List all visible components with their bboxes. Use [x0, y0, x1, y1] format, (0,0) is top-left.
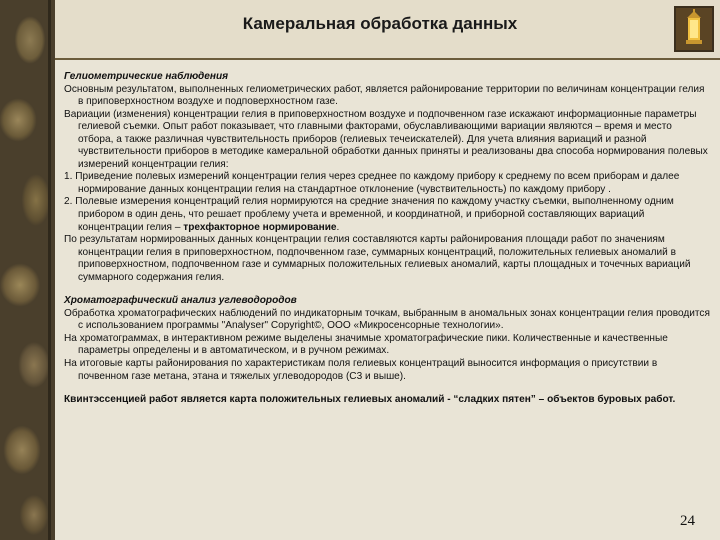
method-2-bold-term: трехфакторное нормирование	[183, 221, 337, 233]
lantern-logo-icon	[674, 6, 714, 52]
paragraph-chromatograms: На хроматограммах, в интерактивном режиме выделены значимые хроматографические пики. Количественные и качественные параметры определены и в автоматическом, и в ручном режимах.	[64, 332, 668, 357]
decorative-leaf-border	[0, 0, 55, 540]
page-title: Камеральная обработка данных	[242, 14, 518, 33]
section-heading-helium: Гелиометрические наблюдения	[64, 71, 229, 82]
paragraph-method-1: 1. Приведение полевых измерений концентрации гелия через среднее по каждому прибору к среднему по всем приборам и далее нормирование данных концентрации гелия на стандартное отклонение (чувствительность) по каждому прибору .	[64, 171, 680, 195]
paragraph-main-result: Основным результатом, выполненных гелиометрических работ, является районирование территории по величинам концентрации гелия в приповерхностном воздухе и подповерхностном газе.	[64, 83, 705, 108]
method-2-end: .	[336, 221, 340, 233]
paragraph-method-2	[64, 196, 710, 234]
border-divider-line	[48, 0, 51, 540]
paragraph-conclusion: Квинтэссенцией работ является карта положительных гелиевых аномалий - “сладких пятен” – объектов буровых работ.	[64, 394, 676, 406]
section-spacer	[64, 284, 710, 295]
paragraph-chromatography-processing: Обработка хроматографических наблюдений по индикаторным точкам, выбранным в аномальных зонах концентрации гелия проводится с использованием программы "Analyser" Copyright©, ООО «Микросенсорные технологии».	[64, 307, 710, 332]
paragraph-final-maps: На итоговые карты районирования по характеристикам поля гелиевых концентраций выносится информация о присутствии в почвенном газе метана, этана и тяжелых углеводородов (С3 и выше).	[64, 358, 658, 382]
method-2-text: 2. Полевые измерения концентраций гелия нормируются на средние значения по каждому участку съемки, выполненному одним прибором в один день, что решает проблему учета и временной, и координатной, и приборной составляющих вариаций концентрации гелия –	[64, 196, 674, 233]
paragraph-variations: Вариации (изменения) концентрации гелия в приповерхностном воздухе и подпочвенном газе искажают информационные параметры гелиевой съемки. Опыт работ показывает, что главными факторами, обуславливающими вариации являются – время и место отбора, а также различная чувствительность приборов (гелиевых течеискателей). Для учета влияния вариаций и разной чувствительности приборов в методике камеральной обработки данных приняты и реализованы два способа нормирования полевых измерений концентрации гелия:	[64, 108, 708, 170]
paragraph-summary: По результатам нормированных данных концентрации гелия составляются карты районирования площади работ по значениям концентрации гелия в приповерхностном, подпочвенном газе, суммарных концентраций, положительных гелиевых аномалий в приповерхностном, подпочвенном газе и суммарных положительных гелиевых аномалий, карты площадных и точечных вариаций суммарного содержания гелия.	[64, 234, 691, 283]
main-content	[64, 71, 710, 407]
page-number: 24	[680, 513, 695, 529]
section-heading-chromatography: Хроматографический анализ углеводородов	[64, 295, 297, 307]
section-spacer	[64, 383, 710, 394]
